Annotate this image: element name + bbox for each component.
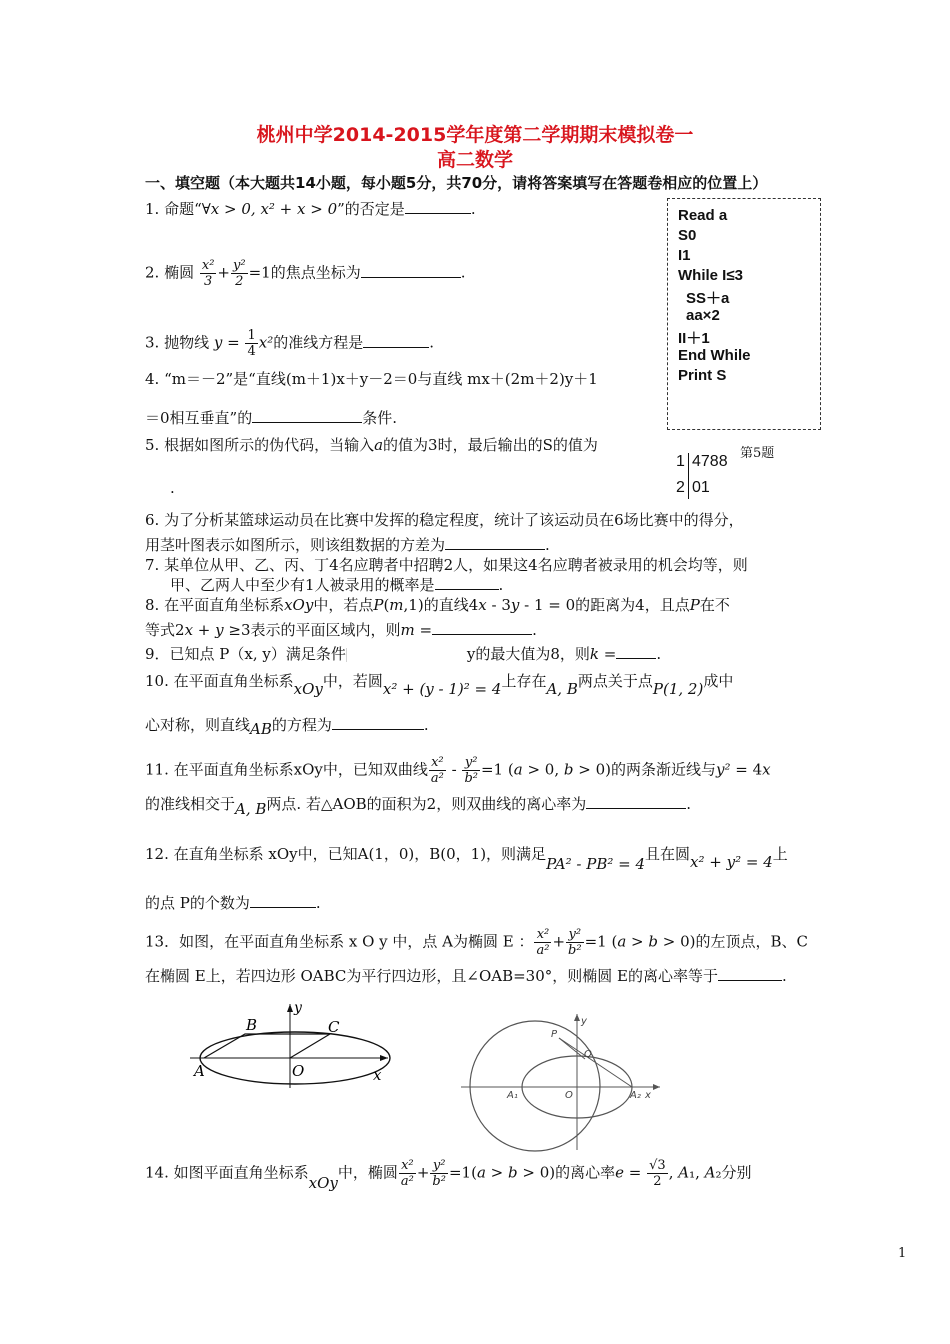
code-line: While I≤3 <box>678 267 743 284</box>
code-line: End While <box>678 347 751 364</box>
question-13-line1: 13．如图，在平面直角坐标系 x O y 中，点 A为椭圆 E ： $\frac{\text{x²}}{\text{a²}}$ + $\frac{\text{y²}}{\text{b²}}$ =1 (a > b > 0)的左顶点，B、C <box>145 927 808 958</box>
figure-5-label: 第5题 <box>740 446 775 461</box>
code-line: Read a <box>678 207 728 224</box>
question-4-line1: 4. “m＝－2”是“直线(m＋1)x＋y－2＝0与直线 mx＋(2m＋2)y＋1 <box>145 370 598 388</box>
label-O: O <box>565 1090 573 1101</box>
label-B: B <box>246 1016 258 1034</box>
question-6-line2: 用茎叶图表示如图所示，则该组数据的方差为 . <box>145 536 550 554</box>
label-x: x <box>645 1090 651 1101</box>
label-A2: A₂ <box>630 1090 641 1101</box>
code-line: I1 <box>678 247 691 264</box>
question-5-blank: . <box>170 479 175 497</box>
label-A1: A₁ <box>507 1090 518 1101</box>
question-14: 14. 如图平面直角坐标系xOy中，椭圆 $\frac{\text{x²}}{\text{a²}}$ + $\frac{\text{y²}}{\text{b²}}$ =1(a > b > 0)的离心率e = $\frac{√3}{2}$ , A₁, A₂分别 <box>145 1158 752 1192</box>
section-heading: 一、填空题（本大题共14小题，每小题5分，共70分，请将答案填写在答题卷相应的位置上） <box>145 174 768 192</box>
question-10-line1: 10. 在平面直角坐标系xOy中，若圆x² + (y - 1)² = 4上存在A, B两点关于点P(1, 2)成中 <box>145 672 734 698</box>
question-11-line2: 的准线相交于A, B两点. 若△AOB的面积为2，则双曲线的离心率为 . <box>145 795 691 818</box>
question-9: 9．已知点 P（x, y）满足条件 y的最大值为8，则k = . <box>145 645 662 663</box>
question-3: 3. 抛物线 y = $\frac{1}{4}$ x²的准线方程是 . <box>145 328 435 359</box>
label-Q: Q <box>584 1049 592 1060</box>
code-line: aa×2 <box>686 307 720 324</box>
question-11-line1: 11. 在平面直角坐标系xOy中，已知双曲线 $\frac{\text{x²}}{\text{a²}}$ - $\frac{\text{y²}}{\text{b²}}$ =1 (a > 0, b > 0)的两条渐近线与y² = 4x <box>145 755 771 786</box>
page-number: 1 <box>898 1246 907 1261</box>
question-4-line2: ＝0相互垂直”的 条件. <box>145 409 397 427</box>
label-O: O <box>292 1062 305 1080</box>
label-A: A <box>194 1062 205 1080</box>
question-2: 2. 椭圆 $\frac{\text{x²}}{3}$ + $\frac{\text{y²}}{2}$ =1的焦点坐标为 . <box>145 258 466 289</box>
label-C: C <box>328 1018 340 1036</box>
question-8-line1: 8. 在平面直角坐标系xOy中，若点P(m,1)的直线4x - 3y - 1 = 0的距离为4，且点P在不 <box>145 596 730 614</box>
label-x: x <box>373 1066 382 1084</box>
page-title: 桃州中学2014-2015学年度第二学期期末模拟卷一 <box>256 124 694 146</box>
question-10-line2: 心对称，则直线AB的方程为 . <box>145 716 429 738</box>
leaves: 4788 <box>692 453 728 470</box>
pseudocode-box <box>667 198 821 430</box>
question-6-line1: 6. 为了分析某篮球运动员在比赛中发挥的稳定程度，统计了该运动员在6场比赛中的得分， <box>145 511 744 529</box>
code-line: S0 <box>678 227 697 244</box>
figure-14-circle-ellipse <box>455 1010 665 1155</box>
code-line: II＋1 <box>678 330 710 347</box>
question-7-line1: 7. 某单位从甲、乙、丙、丁4名应聘者中招聘2人，如果这4名应聘者被录用的机会均等，则 <box>145 556 748 574</box>
question-12-line2: 的点 P的个数为 . <box>145 894 321 912</box>
label-y: y <box>294 1000 302 1016</box>
question-12-line1: 12. 在直角坐标系 xOy中，已知A(1，0)，B(0，1)，则满足PA² - PB² = 4且在圆x² + y² = 4上 <box>145 845 788 873</box>
label-y: y <box>581 1016 587 1027</box>
question-8-line2: 等式2x + y ≥3表示的平面区域内，则m = . <box>145 621 537 639</box>
question-7-line2: 甲、乙两人中至少有1人被录用的概率是 . <box>170 576 504 594</box>
question-5: 5. 根据如图所示的伪代码，当输入a的值为3时，最后输出的S的值为 <box>145 436 598 454</box>
code-line: SS＋a <box>686 290 730 307</box>
stem: 2 <box>676 479 685 496</box>
leaves: 01 <box>692 479 710 496</box>
question-1: 1. 命题“∀x > 0, x² + x > 0”的否定是 . <box>145 200 476 218</box>
stem: 1 <box>676 453 685 470</box>
question-13-line2: 在椭圆 E上，若四边形 OABC为平行四边形，且∠OAB=30°，则椭圆 E的离心率等于 . <box>145 967 787 985</box>
page-subtitle: 高二数学 <box>436 149 513 171</box>
code-line: Print S <box>678 367 727 384</box>
figure-13-ellipse <box>190 1000 400 1090</box>
label-P: P <box>551 1029 558 1040</box>
